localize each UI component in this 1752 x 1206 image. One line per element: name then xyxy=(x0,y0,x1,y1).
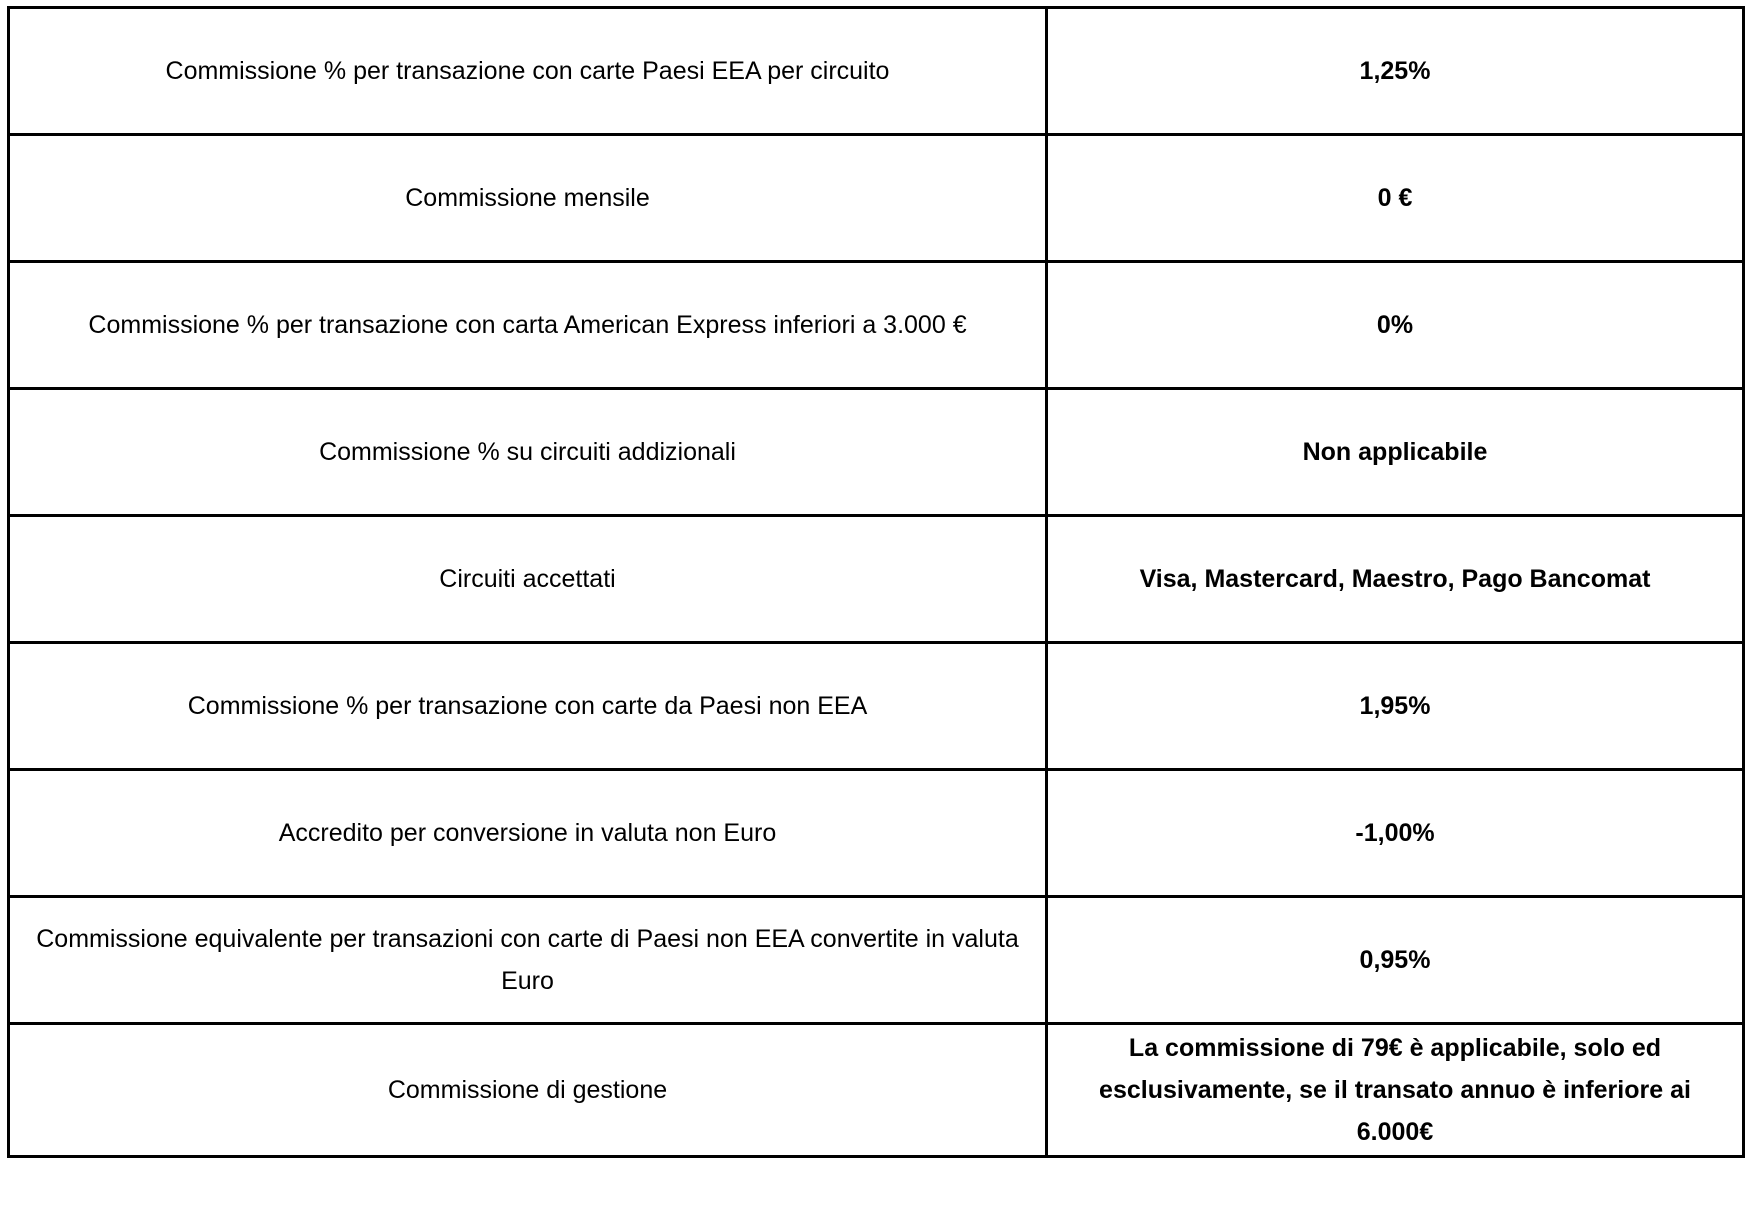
fee-value: 0 € xyxy=(1047,135,1744,262)
fee-label: Commissione % per transazione con carta American Express inferiori a 3.000 € xyxy=(9,262,1047,389)
table-row xyxy=(9,770,1744,897)
fee-value: Non applicabile xyxy=(1047,389,1744,516)
table-row xyxy=(9,1024,1744,1157)
fee-value: Visa, Mastercard, Maestro, Pago Bancomat xyxy=(1047,516,1744,643)
fee-value: 1,95% xyxy=(1047,643,1744,770)
fee-label: Accredito per conversione in valuta non Euro xyxy=(9,770,1047,897)
fee-value: 0% xyxy=(1047,262,1744,389)
fee-label: Commissione % per transazione con carte Paesi EEA per circuito xyxy=(9,8,1047,135)
table-row xyxy=(9,643,1744,770)
table-row xyxy=(9,262,1744,389)
fee-label: Commissione % su circuiti addizionali xyxy=(9,389,1047,516)
fee-label: Commissione mensile xyxy=(9,135,1047,262)
fee-label: Commissione di gestione xyxy=(9,1024,1047,1157)
table-row xyxy=(9,516,1744,643)
table-row xyxy=(9,389,1744,516)
fee-label: Commissione equivalente per transazioni con carte di Paesi non EEA convertite in valuta Euro xyxy=(9,897,1047,1024)
fee-value: -1,00% xyxy=(1047,770,1744,897)
fee-label: Commissione % per transazione con carte da Paesi non EEA xyxy=(9,643,1047,770)
fee-table xyxy=(7,6,1745,1158)
table-row xyxy=(9,135,1744,262)
fee-value: La commissione di 79€ è applicabile, solo ed esclusivamente, se il transato annuo è inferiore ai 6.000€ xyxy=(1047,1024,1744,1157)
table-row xyxy=(9,897,1744,1024)
fee-label: Circuiti accettati xyxy=(9,516,1047,643)
fee-value: 1,25% xyxy=(1047,8,1744,135)
fee-value: 0,95% xyxy=(1047,897,1744,1024)
table-row xyxy=(9,8,1744,135)
